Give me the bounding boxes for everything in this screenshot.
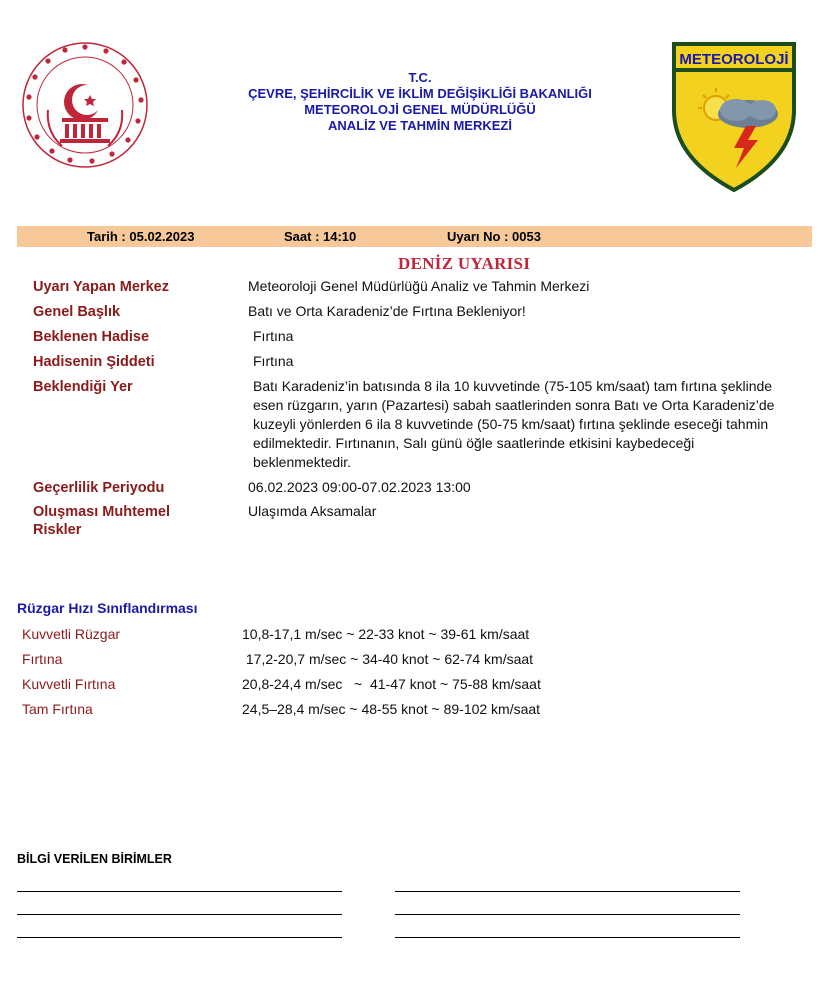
signature-line <box>395 891 740 892</box>
wind-class-value: 17,2-20,7 m/sec ~ 34-40 knot ~ 62-74 km/saat <box>242 651 534 667</box>
logo-text: METEOROLOJİ <box>679 51 789 68</box>
detail-label: Hadisenin Şiddeti <box>33 354 155 370</box>
detail-value: Fırtına <box>253 353 294 369</box>
header-center: ANALİZ VE TAHMİN MERKEZİ <box>328 118 512 133</box>
warning-title: DENİZ UYARISI <box>398 254 531 273</box>
detail-value: Ulaşımda Aksamalar <box>248 503 377 519</box>
wind-class-value: 20,8-24,4 m/sec ~ 41-47 knot ~ 75-88 km/saat <box>242 676 541 692</box>
detail-value: Batı ve Orta Karadeniz’de Fırtına Bekleniyor! <box>248 303 526 319</box>
warning-time: Saat : 14:10 <box>284 229 357 244</box>
detail-value: Meteoroloji Genel Müdürlüğü Analiz ve Tahmin Merkezi <box>248 278 590 294</box>
wind-class-name: Kuvvetli Rüzgar <box>22 626 121 642</box>
header-ministry: ÇEVRE, ŞEHİRCİLİK VE İKLİM DEĞİŞİKLİĞİ BAKANLIĞI <box>248 86 592 101</box>
signature-line <box>395 914 740 915</box>
detail-label: Uyarı Yapan Merkez <box>33 279 169 295</box>
wind-class-value: 24,5–28,4 m/sec ~ 48-55 knot ~ 89-102 km/saat <box>242 701 541 717</box>
signature-line <box>395 937 740 938</box>
detail-label: Geçerlilik Periyodu <box>33 480 165 496</box>
detail-label: Beklendiği Yer <box>33 379 133 395</box>
wind-class-name: Tam Fırtına <box>22 701 93 717</box>
header-directorate: METEOROLOJİ GENEL MÜDÜRLÜĞÜ <box>304 102 536 117</box>
wind-class-name: Fırtına <box>22 651 63 667</box>
detail-label: Oluşması Muhtemel Riskler <box>33 504 170 538</box>
detail-value: Fırtına <box>253 328 294 344</box>
signature-line <box>17 914 342 915</box>
wind-class-name: Kuvvetli Fırtına <box>22 676 116 692</box>
header-tc: T.C. <box>408 70 432 85</box>
signature-line <box>17 891 342 892</box>
detail-label: Beklenen Hadise <box>33 329 150 345</box>
warning-meta-bar <box>17 226 812 247</box>
wind-classification-title: Rüzgar Hızı Sınıflandırması <box>17 600 198 616</box>
meteoroloji-shield-logo <box>670 40 798 192</box>
detail-value: 06.02.2023 09:00-07.02.2023 13:00 <box>248 479 471 495</box>
document-header <box>200 70 640 134</box>
detail-label: Genel Başlık <box>33 304 121 320</box>
ministry-seal-logo <box>20 40 150 170</box>
signature-line <box>17 937 342 938</box>
warning-date: Tarih : 05.02.2023 <box>87 229 195 244</box>
detail-value: Batı Karadeniz’in batısında 8 ila 10 kuvvetinde (75-105 km/saat) tam fırtına şeklinde esen rüzgarın, yarın (Pazartesi) sabah saatlerinden sonra Batı ve Orta Karadeniz’de kuzeyli yönlerden 6 ila 8 kuvvetinde (50-75 km/saat) fırtına şeklinde eseceği tahmin edilmektedir. Fırtınanın, Salı günü öğle saatlerinde etkisini kaybedeceği beklenmektedir. <box>253 378 775 470</box>
warning-number: Uyarı No : 0053 <box>447 229 541 244</box>
informed-units-title: BİLGİ VERİLEN BİRİMLER <box>17 852 172 866</box>
wind-class-value: 10,8-17,1 m/sec ~ 22-33 knot ~ 39-61 km/saat <box>242 626 530 642</box>
